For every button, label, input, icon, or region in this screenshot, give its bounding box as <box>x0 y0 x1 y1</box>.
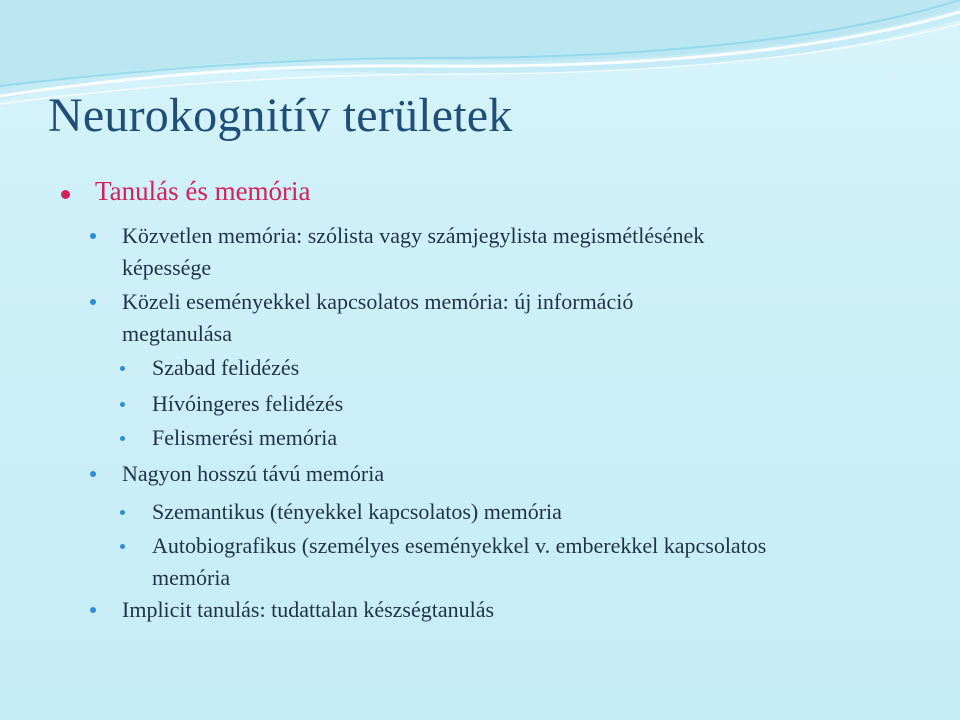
slide-title: Neurokognitív területek <box>48 89 513 142</box>
bullet-dot-icon <box>120 544 125 549</box>
list-item-text: Felismerési memória <box>152 425 338 450</box>
list-item <box>122 220 704 284</box>
bullet-dot-icon <box>120 510 125 515</box>
list-item-text: Szemantikus (tényekkel kapcsolatos) memória <box>152 499 562 524</box>
list-item <box>152 530 766 594</box>
bullet-dot-icon <box>120 402 125 407</box>
list-item-text: Közeli eseményekkel kapcsolatos memória: új információ <box>122 289 634 314</box>
list-item <box>152 422 337 454</box>
bullet-dot-icon <box>61 190 70 199</box>
list-item <box>122 594 494 626</box>
list-item-text-cont: megtanulása <box>122 321 232 346</box>
list-item <box>152 496 562 528</box>
list-item <box>122 286 633 350</box>
list-item-text: Hívóingeres felidézés <box>152 391 344 416</box>
list-item-text: Szabad felidézés <box>152 355 300 380</box>
bullet-dot-icon <box>90 607 96 613</box>
bullet-dot-icon <box>120 366 125 371</box>
list-item-text: Implicit tanulás: tudattalan készségtanulás <box>122 597 495 622</box>
list-item-text: Közvetlen memória: szólista vagy számjegylista megismétlésének <box>122 223 705 248</box>
bullet-dot-icon <box>90 299 96 305</box>
heading-item <box>95 176 311 207</box>
bullet-dot-icon <box>90 233 96 239</box>
list-item-text-cont: képessége <box>122 255 212 280</box>
list-item-text: Nagyon hosszú távú memória <box>122 461 385 486</box>
list-item <box>152 388 343 420</box>
list-item-text-cont: memória <box>152 565 231 590</box>
list-item <box>152 352 299 384</box>
list-item-text: Autobiografikus (személyes eseményekkel v. emberekkel kapcsolatos <box>152 533 767 558</box>
list-item <box>122 458 384 490</box>
section-heading: Tanulás és memória <box>95 176 311 206</box>
bullet-dot-icon <box>120 436 125 441</box>
bullet-dot-icon <box>90 471 96 477</box>
